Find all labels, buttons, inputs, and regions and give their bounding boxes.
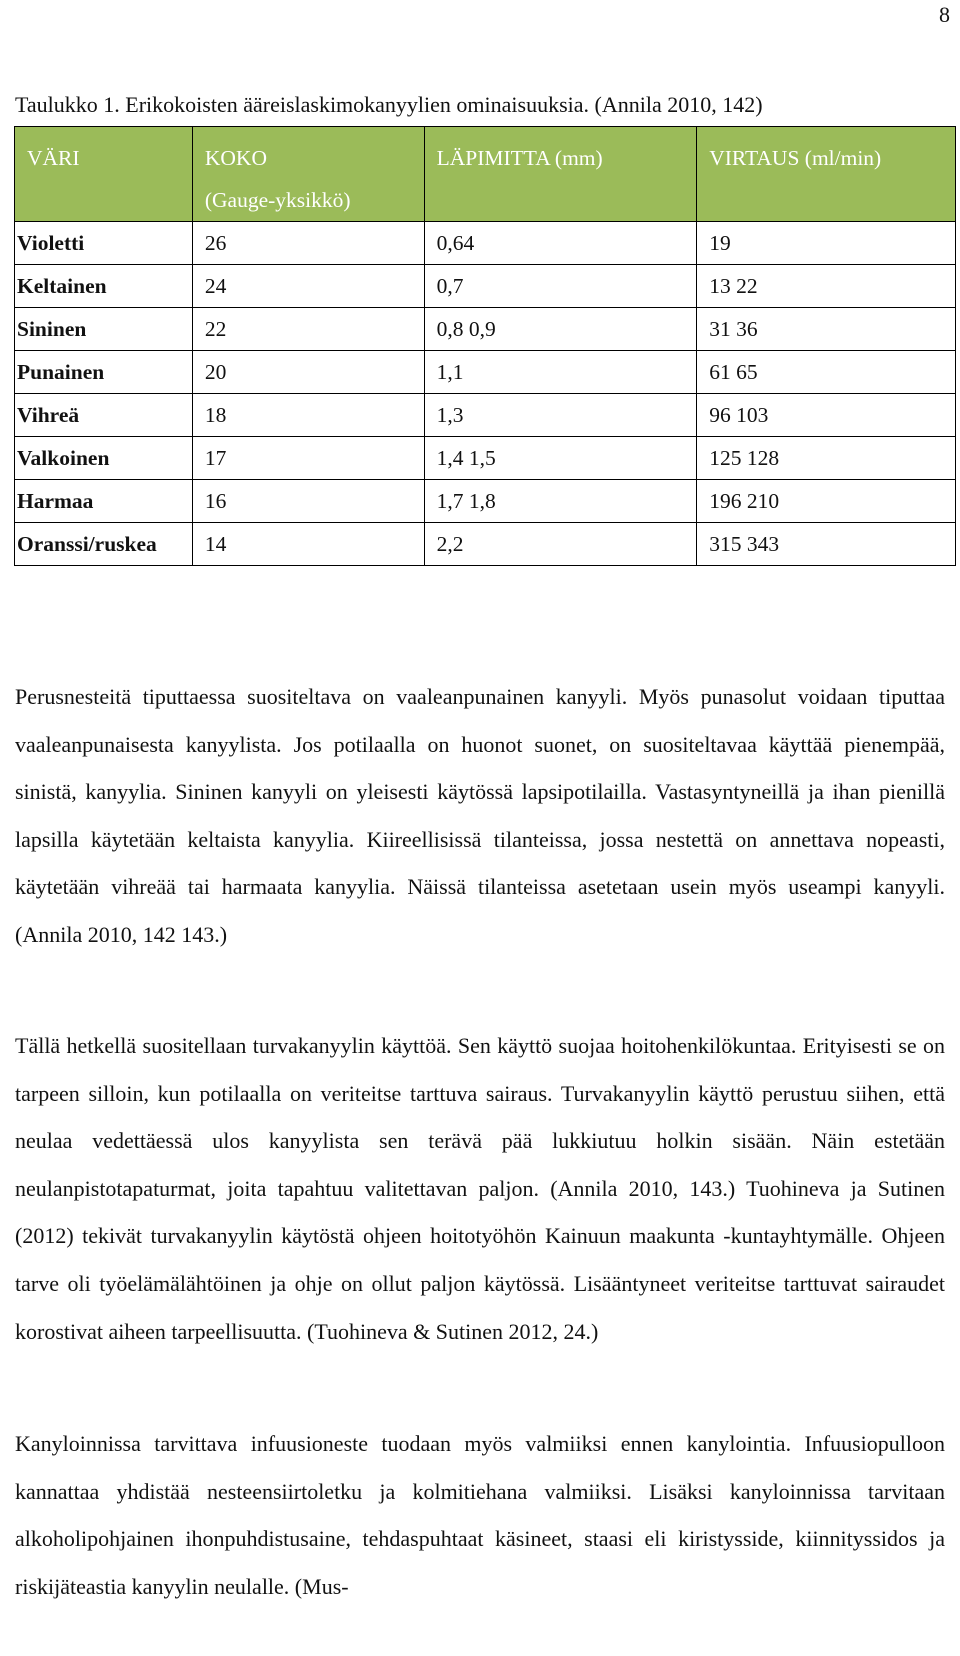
table-row: [15, 437, 956, 480]
page-number: 8: [939, 2, 950, 27]
header-label: VÄRI: [27, 146, 80, 170]
cell-color: Sininen: [15, 308, 193, 351]
table-caption: Taulukko 1. Erikokoisten ääreislaskimokanyylien ominaisuuksia. (Annila 2010, 142): [15, 92, 763, 117]
cell-color: Harmaa: [15, 480, 193, 523]
cell-color: Punainen: [15, 351, 193, 394]
table-row: [15, 394, 956, 437]
table-row: [15, 351, 956, 394]
cell-size: 24: [192, 265, 424, 308]
cell-flow: 19: [697, 222, 956, 265]
cell-diameter: 1,4 1,5: [424, 437, 697, 480]
cell-size: 18: [192, 394, 424, 437]
cell-flow: 13 22: [697, 265, 956, 308]
cell-size: 22: [192, 308, 424, 351]
cell-diameter: 1,1: [424, 351, 697, 394]
cell-flow: 125 128: [697, 437, 956, 480]
header-sublabel: (Gauge-yksikkö): [204, 188, 351, 212]
table-row: [15, 222, 956, 265]
table-row: [15, 523, 956, 566]
paragraph-cannula-usage: Perusnesteitä tiputtaessa suositeltava on vaaleanpunainen kanyyli. Myös punasolut voidaan tiputtaa vaaleanpunaisesta kanyylista. Jos potilaalla on huonot suonet, on suositeltavaa käyttää pienempää, sinistä, kanyylia. Sininen kanyyli on yleisesti käytössä lapsipotilailla. Vastasyntyneillä ja ihan pienillä lapsilla käytetään keltaista kanyylia. Kiireellisissä tilanteissa, jossa nestettä on annettava nopeasti, käytetään vihreää tai harmaata kanyylia. Näissä tilanteissa asetetaan usein myös useampi kanyyli. (Annila 2010, 142 143.): [15, 684, 945, 947]
cell-diameter: 0,64: [424, 222, 697, 265]
cell-color: Valkoinen: [15, 437, 193, 480]
cell-flow: 315 343: [697, 523, 956, 566]
cell-color: Violetti: [15, 222, 193, 265]
cell-color: Keltainen: [15, 265, 193, 308]
header-color: [15, 127, 193, 222]
table-row: [15, 265, 956, 308]
header-diameter: [424, 127, 697, 222]
header-size: [192, 127, 424, 222]
cell-flow: 196 210: [697, 480, 956, 523]
cell-color: Oranssi/ruskea: [15, 523, 193, 566]
cell-flow: 61 65: [697, 351, 956, 394]
cell-diameter: 1,7 1,8: [424, 480, 697, 523]
cell-diameter: 1,3: [424, 394, 697, 437]
cell-flow: 96 103: [697, 394, 956, 437]
cell-color: Vihreä: [15, 394, 193, 437]
header-label: LÄPIMITTA (mm): [436, 146, 603, 170]
paragraph-safety-cannula: Tällä hetkellä suositellaan turvakanyylin käyttöä. Sen käyttö suojaa hoitohenkilökuntaa. Erityisesti se on tarpeen silloin, kun potilaalla on veriteitse tarttuva sairaus. Turvakanyylin käyttö perustuu siihen, että neulaa vedettäessä ulos kanyylista sen terävä pää lukkiutuu holkin sisään. Näin estetään neulanpistotapaturmat, joita tapahtuu valitettavan paljon. (Annila 2010, 143.) Tuohineva ja Sutinen (2012) tekivät turvakanyylin käytöstä ohjeen hoitotyöhön Kainuun maakunta -kuntayhtymälle. Ohjeen tarve oli työelämälähtöinen ja ohje on ollut paljon käytössä. Lisääntyneet veriteitse tarttuvat sairaudet korostivat aiheen tarpeellisuutta. (Tuohineva & Sutinen 2012, 24.): [15, 1033, 945, 1344]
cell-size: 14: [192, 523, 424, 566]
paragraph-infusion-supplies: Kanyloinnissa tarvittava infuusioneste tuodaan myös valmiiksi ennen kanylointia. Infuusiopulloon kannattaa yhdistää nesteensiirtoletku ja kolmitiehana valmiiksi. Lisäksi kanyloinnissa tarvitaan alkoholipohjainen ihonpuhdistusaine, tehdaspuhtaat käsineet, staasi eli kiristysside, kiinnityssidos ja riskijäteastia kanyylin neulalle. (Mus-: [15, 1431, 945, 1599]
header-label: KOKO: [204, 146, 267, 170]
table-row: [15, 480, 956, 523]
header-label: VIRTAUS (ml/min): [709, 146, 882, 170]
cell-size: 20: [192, 351, 424, 394]
table-header-row: [15, 127, 956, 222]
cell-size: 17: [192, 437, 424, 480]
cell-diameter: 0,8 0,9: [424, 308, 697, 351]
cell-diameter: 0,7: [424, 265, 697, 308]
cell-size: 16: [192, 480, 424, 523]
cannula-table: [14, 126, 956, 566]
cell-size: 26: [192, 222, 424, 265]
cell-flow: 31 36: [697, 308, 956, 351]
cell-diameter: 2,2: [424, 523, 697, 566]
header-flow: [697, 127, 956, 222]
table-row: [15, 308, 956, 351]
